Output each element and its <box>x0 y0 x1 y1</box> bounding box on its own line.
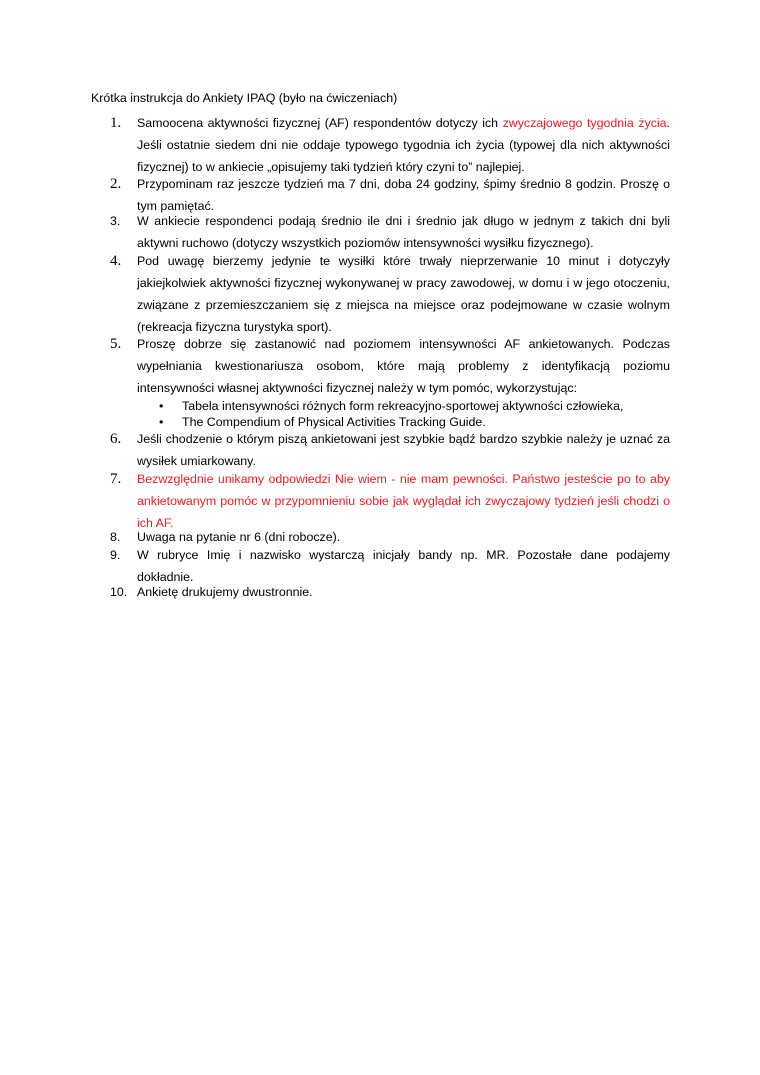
list-item-text-part: . Jeśli ostatnie siedem dni nie oddaje typowego tygodnia ich życia (typowej dla nich aktywności fizycznej) to w ankiecie „opisujemy taki tydzień który czyni to” najlepiej. <box>137 116 670 174</box>
list-number: 4. <box>110 253 122 269</box>
list-number: 9. <box>110 548 121 562</box>
document-heading: Krótka instrukcja do Ankiety IPAQ (było na ćwiczeniach) <box>91 91 398 105</box>
list-number: 10. <box>110 585 128 599</box>
list-item <box>110 210 670 254</box>
list-item-text: Przypominam raz jeszcze tydzień ma 7 dni, doba 24 godziny, śpimy średnio 8 godzin. Proszę o tym pamiętać. <box>137 177 670 213</box>
highlighted-text: zwyczajowego tygodnia życia <box>502 116 667 130</box>
list-item-text: Pod uwagę bierzemy jedynie te wysiłki które trwały nieprzerwanie 10 minut i dotyczyły jakiejkolwiek aktywności fizycznej wykonywanej w pracy zawodowej, w domu i w jego otoczeniu, związane z przemieszczaniem się z miejsca na miejsce oraz podejmowane w czasie wolnym (rekreacja fizyczna turystyka sport). <box>137 254 670 334</box>
list-item <box>110 112 670 178</box>
bullet-text: The Compendium of Physical Activities Tracking Guide. <box>182 415 486 429</box>
list-number: 1. <box>110 115 122 131</box>
bullet-icon: • <box>159 415 164 429</box>
list-item-text: Ankietę drukujemy dwustronnie. <box>137 585 313 599</box>
bullet-list <box>159 398 679 430</box>
list-number: 2. <box>110 176 122 192</box>
highlighted-text: Bezwzględnie unikamy odpowiedzi Nie wiem - nie mam pewności. Państwo jesteście po to aby ankietowanym pomóc w przypomnieniu sobie jak wyglądał ich zwyczajowy tydzień jeśli chodzi o ich AF. <box>137 472 670 530</box>
list-number: 7. <box>110 471 122 487</box>
list-item-text: Proszę dobrze się zastanowić nad poziomem intensywności AF ankietowanych. Podczas wypełniania kwestionariusza osobom, które mają problemy z identyfikacją poziomu intensywności własnej aktywności fizycznej należy w tym pomóc, wykorzystując: <box>137 337 670 395</box>
list-item-text: W rubryce Imię i nazwisko wystarczą inicjały bandy np. MR. Pozostałe dane podajemy dokładnie. <box>137 548 670 584</box>
bullet-text: Tabela intensywności różnych form rekreacyjno-sportowej aktywności człowieka, <box>182 399 624 413</box>
list-item-text <box>137 112 670 178</box>
list-item <box>110 468 670 534</box>
list-item <box>110 529 670 545</box>
list-item <box>110 428 670 472</box>
list-number: 6. <box>110 431 122 447</box>
list-item <box>110 581 670 603</box>
list-item-text: Jeśli chodzenie o którym piszą ankietowani jest szybkie bądź bardzo szybkie należy je uznać za wysiłek umiarkowany. <box>137 432 670 468</box>
list-item-text-part: Samoocena aktywności fizycznej (AF) respondentów dotyczy ich <box>137 116 503 130</box>
list-number: 8. <box>110 530 121 544</box>
list-item-text: W ankiecie respondenci podają średnio ile dni i średnio jak długo w jednym z takich dni byli aktywni ruchowo (dotyczy wszystkich poziomów intensywności wysiłku fizycznego). <box>137 214 670 250</box>
list-number: 3. <box>110 214 121 228</box>
list-item <box>110 250 670 338</box>
list-number: 5. <box>110 336 122 352</box>
list-item <box>110 333 670 399</box>
list-item-text: Uwaga na pytanie nr 6 (dni robocze). <box>137 530 341 544</box>
bullet-icon: • <box>159 399 164 413</box>
bullet-item <box>159 398 679 414</box>
